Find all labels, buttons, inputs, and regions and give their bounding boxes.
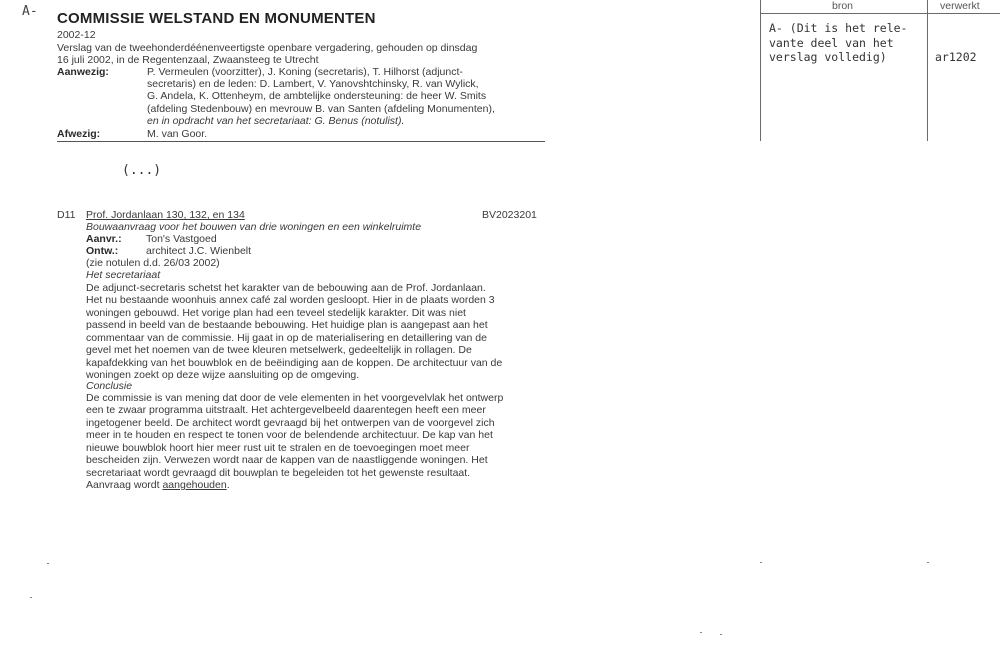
secretariat-paragraph bbox=[86, 282, 546, 382]
absent-value: M. van Goor. bbox=[147, 128, 208, 140]
present-list bbox=[147, 66, 547, 127]
designer-label: Ontw.: bbox=[86, 245, 119, 257]
scan-speck bbox=[47, 563, 49, 564]
conclusion-heading: Conclusie bbox=[86, 380, 133, 392]
item-code: D11 bbox=[57, 209, 76, 221]
applicant-label: Aanvr.: bbox=[86, 233, 122, 245]
paragraph-line: ingetogener beeld. De architect wordt gevraagd bij het ontwerpen van de voorgevel zich bbox=[86, 416, 495, 429]
scan-speck bbox=[30, 597, 32, 598]
present-label: Aanwezig: bbox=[57, 66, 109, 78]
paragraph-line: nieuwe bouwblok hoort hier meer rust uit te stralen en de toevoegingen moet meer bbox=[86, 441, 470, 454]
form-column-divider bbox=[927, 0, 928, 141]
item-subtitle: Bouwaanvraag voor het bouwen van drie woningen en een winkelruimte bbox=[86, 221, 422, 233]
minutes-reference: (zie notulen d.d. 26/03 2002) bbox=[86, 257, 220, 269]
scan-speck bbox=[720, 634, 722, 635]
secretariat-heading: Het secretariaat bbox=[86, 269, 161, 281]
form-header-rule bbox=[760, 13, 1000, 14]
paragraph-line: secretariaat wordt gevraagd dit bouwplan te begeleiden tot het gewenste resultaat. bbox=[86, 466, 471, 479]
designer-value: architect J.C. Wienbelt bbox=[146, 245, 252, 257]
present-line: en in opdracht van het secretariaat: G. Benus (notulist). bbox=[147, 114, 405, 127]
paragraph-line: De commissie is van mening dat door de vele elementen in het voorgevelvlak het ontwerp bbox=[86, 392, 504, 404]
item-title: Prof. Jordanlaan 130, 132, en 134 bbox=[86, 209, 245, 221]
conclusion-paragraph bbox=[86, 392, 546, 492]
paragraph-line: een te zwaar programma uitstraalt. Het achtergevelbeeld daarentegen heeft een meer bbox=[86, 404, 486, 417]
form-left-border bbox=[760, 0, 761, 141]
decision-prefix: Aanvraag wordt bbox=[86, 479, 163, 492]
omission-marker: (...) bbox=[122, 163, 162, 178]
paragraph-line: De adjunct-secretaris schetst het karakter van de bebouwing aan de Prof. Jordanlaan. bbox=[86, 282, 486, 294]
scan-speck bbox=[700, 632, 702, 633]
decision-suffix: . bbox=[226, 479, 230, 492]
form-column-header-bron: bron bbox=[832, 0, 854, 12]
paragraph-line: woningen zoekt op deze wijze aansluiting op de omgeving. bbox=[86, 369, 360, 382]
paragraph-line: passend in beeld van de bestaande bebouwing. Het huidige plan is aangepast aan het bbox=[86, 319, 488, 332]
absent-label: Afwezig: bbox=[57, 128, 101, 140]
meeting-description-line-2: 16 juli 2002, in de Regentenzaal, Zwaansteeg te Utrecht bbox=[57, 54, 319, 66]
applicant-value: Ton's Vastgoed bbox=[146, 233, 217, 245]
present-line: (afdeling Stedenbouw) en mevrouw B. van Santen (afdeling Monumenten), bbox=[147, 102, 495, 115]
present-line: G. Andela, K. Ottenheym, de ambtelijke ondersteuning: de heer W. Smits bbox=[147, 90, 487, 103]
present-line: P. Vermeulen (voorzitter), J. Koning (secretaris), T. Hilhorst (adjunct- bbox=[147, 66, 463, 78]
decision-value: aangehouden bbox=[162, 479, 227, 492]
decision-line bbox=[86, 479, 546, 491]
scan-speck bbox=[760, 562, 762, 563]
form-note-line: verslag volledig) bbox=[769, 50, 887, 64]
paragraph-line: Het nu bestaande woonhuis annex café zal worden gesloopt. Hier in de plaats worden 3 bbox=[86, 294, 495, 307]
form-column-header-verwerkt: verwerkt bbox=[940, 0, 980, 12]
paragraph-line: commentaar van de commissie. Hij gaat in op de materialisering en detaillering van de bbox=[86, 331, 487, 344]
form-note bbox=[769, 21, 907, 65]
form-reference: ar1202 bbox=[935, 50, 977, 64]
document-title: COMMISSIE WELSTAND EN MONUMENTEN bbox=[57, 10, 376, 27]
paragraph-line: kapafdekking van het bouwblok en de beëindiging aan de koppen. De architectuur van de bbox=[86, 356, 503, 369]
scan-speck bbox=[927, 562, 929, 563]
meeting-description-line-1: Verslag van de tweehonderdéénenveertigste openbare vergadering, gehouden op dinsdag bbox=[57, 42, 478, 54]
paragraph-line: meer in te houden en respect te tonen voor de belendende architectuur. De kap van het bbox=[86, 429, 493, 442]
paragraph-line: woningen gebouwd. Het vorige plan had een teveel stedelijk karakter. Dit was niet bbox=[86, 306, 466, 319]
corner-mark: A- bbox=[22, 4, 38, 19]
header-divider bbox=[57, 141, 545, 142]
paragraph-line: gevel met het noemen van de twee kleuren metselwerk, gedeeltelijk in rollagen. De bbox=[86, 344, 472, 357]
form-note-line: A- (Dit is het rele- bbox=[769, 21, 908, 35]
form-note-line: vante deel van het bbox=[769, 35, 894, 50]
meeting-number: 2002-12 bbox=[57, 29, 96, 41]
item-file-ref: BV2023201 bbox=[482, 209, 537, 221]
present-line: secretaris) en de leden: D. Lambert, V. Yanovshtchinsky, R. van Wylick, bbox=[147, 78, 479, 91]
paragraph-line: bescheiden zijn. Verwezen wordt naar de kappen van de naastliggende woningen. Het bbox=[86, 454, 488, 467]
